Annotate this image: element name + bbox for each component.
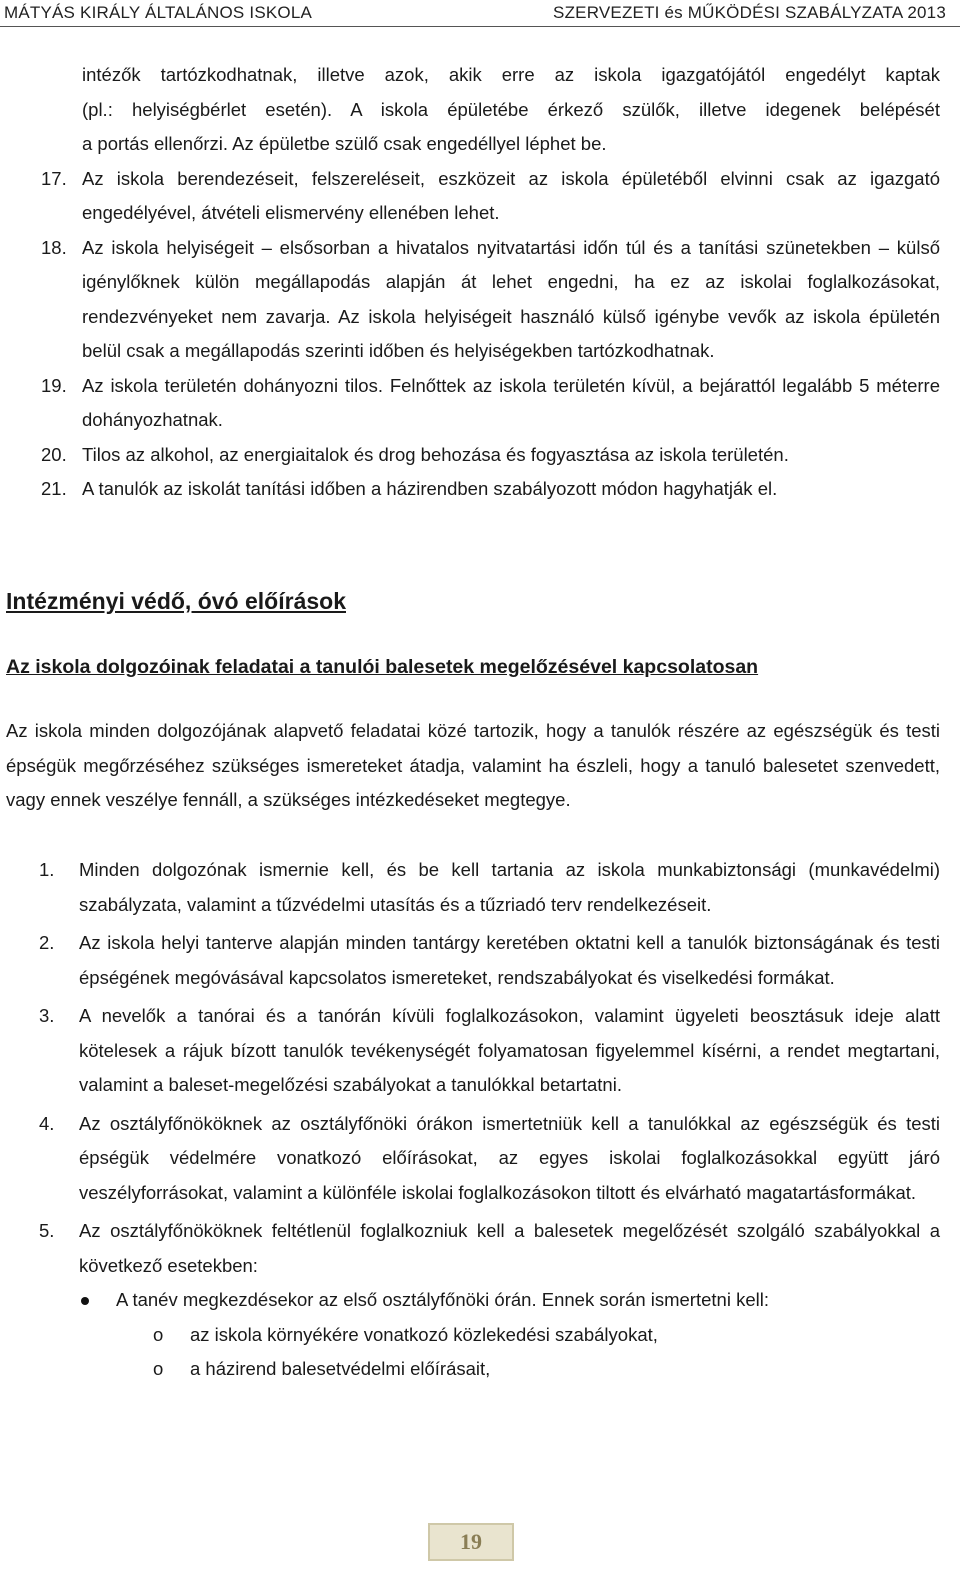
page-number: 19: [428, 1523, 514, 1561]
rule-item-17: [0, 162, 960, 231]
rule-text: A tanulók az iskolát tanítási időben a házirendben szabályozott módon hagyhatják el.: [82, 478, 778, 499]
rule-number: 18.: [41, 236, 67, 258]
bullet-text: A tanév megkezdésekor az első osztályfőnöki órán. Ennek során ismertetni kell:: [116, 1289, 769, 1310]
header-document-title: SZERVEZETI és MŰKÖDÉSI SZABÁLYZATA 2013: [553, 3, 946, 22]
bullet-item: [0, 1283, 960, 1318]
rule-number: 21.: [41, 478, 67, 499]
subsection-title: Az iskola dolgozóinak feladatai a tanulói balesetek megelőzésével kapcsolatosan: [6, 656, 759, 678]
duty-item-3: [0, 999, 960, 1103]
duty-item-1: [0, 853, 960, 922]
continued-line: a portás ellenőrzi. Az épületbe szülő csak engedéllyel léphet be.: [82, 133, 607, 154]
continued-line: intézők tartózkodhatnak, illetve azok, akik erre az iskola igazgatójától engedélyt kaptak: [82, 64, 940, 85]
rule-item-20: [0, 438, 960, 473]
sub-item-text: az iskola környékére vonatkozó közlekedési szabályokat,: [190, 1323, 658, 1345]
duty-number: 4.: [39, 1112, 55, 1134]
rule-item-21: [0, 472, 960, 507]
duty-text: Az osztályfőnököknek az osztályfőnöki órákon ismertetniük kell a tanulókkal az egészségük és testi épségük védelmére vonatkozó előírásokat, az egyes iskolai foglalkozásokkal együtt járó veszélyforrásokat, valamint a különféle iskolai foglalkozásokon tiltott és elvárható magatartásformákat.: [79, 1112, 940, 1203]
intro-paragraph: Az iskola minden dolgozójának alapvető feladatai közé tartozik, hogy a tanulók részére az egészségük és testi épségük megőrzéséhez szükséges ismereteket átadja, valamint ha észleli, hogy a tanuló balesetet szenvedett, vagy ennek veszélye fennáll, a szükséges intézkedéseket megtegye.: [6, 720, 940, 810]
rule-item-19: [0, 369, 960, 438]
rule-text: Az iskola berendezéseit, felszereléseit, eszközeit az iskola épületéből elvinni csak az igazgató engedélyével, átvételi elismervény ellenében lehet.: [82, 167, 940, 223]
duty-text: A nevelők a tanórai és a tanórán kívüli foglalkozásokon, valamint ügyeleti beosztásuk ideje alatt kötelesek a rájuk bízott tanulók tevékenységét folyamatosan figyelemmel kísérni, a rendet megtartani, valamint a baleset-megelőzési szabályokat a tanulókkal betartatni.: [79, 1005, 940, 1095]
circle-bullet-icon: o: [153, 1323, 164, 1345]
rule-text: Az iskola területén dohányozni tilos. Felnőttek az iskola területén kívül, a bejárattól legalább 5 méterre dohányozhatnak.: [82, 374, 940, 430]
rule-number: 19.: [41, 374, 67, 396]
section-title: Intézményi védő, óvó előírások: [6, 588, 346, 614]
rule-text: Tilos az alkohol, az energiaitalok és drog behozása és fogyasztása az iskola területén.: [82, 443, 789, 465]
duty-number: 3.: [39, 1005, 55, 1026]
duty-item-5: [0, 1214, 960, 1283]
sub-list-item: [0, 1318, 960, 1353]
sub-list-item: [0, 1352, 960, 1387]
duty-number: 1.: [39, 859, 55, 880]
bullet-icon: [81, 1297, 89, 1305]
sub-item-text: a házirend balesetvédelmi előírásait,: [190, 1358, 491, 1379]
page-header: [0, 0, 960, 27]
rule-number: 17.: [41, 167, 67, 189]
duties-list: [0, 853, 960, 1387]
rule-text: Az iskola helyiségeit – elsősorban a hivatalos nyitvatartási időn túl és a tanítási szünetekben – külső igénylőknek külön megállapodás alapján át lehet engedni, ha ez az iskolai foglalkozásokat, rendezvényeket nem zavarja. Az iskola helyiségeit használó külső igénybe vevők az iskola épületén belül csak a megállapodás szerinti időben és helyiségekben tartózkodhatnak.: [82, 236, 940, 361]
circle-bullet-icon: o: [153, 1358, 164, 1379]
duty-item-4: [0, 1107, 960, 1211]
rule-number: 20.: [41, 443, 67, 465]
continued-line: (pl.: helyiségbérlet esetén). A iskola épületébe érkező szülők, illetve idegenek belépését: [82, 98, 940, 120]
duty-text: Minden dolgozónak ismernie kell, és be kell tartania az iskola munkabiztonsági (munkavédelmi) szabályzata, valamint a tűzvédelmi utasítás és a tűzriadó terv rendelkezéseit.: [79, 859, 940, 915]
rule-item-18: [0, 231, 960, 369]
continued-paragraph: [0, 58, 960, 162]
duty-text: Az osztályfőnököknek feltétlenül foglalkozniuk kell a balesetek megelőzését szolgáló szabályokkal a következő esetekben:: [79, 1220, 940, 1276]
page-content: [0, 58, 960, 507]
duty-text: Az iskola helyi tanterve alapján minden tantárgy keretében oktatni kell a tanulók biztonságának és testi épségének megóvásával kapcsolatos ismereteket, rendszabályokat és viselkedési formákat.: [79, 932, 940, 988]
duty-number: 2.: [39, 932, 55, 953]
duty-number: 5.: [39, 1220, 55, 1241]
duty-item-2: [0, 926, 960, 995]
header-school-name: MÁTYÁS KIRÁLY ÁLTALÁNOS ISKOLA: [4, 3, 313, 22]
